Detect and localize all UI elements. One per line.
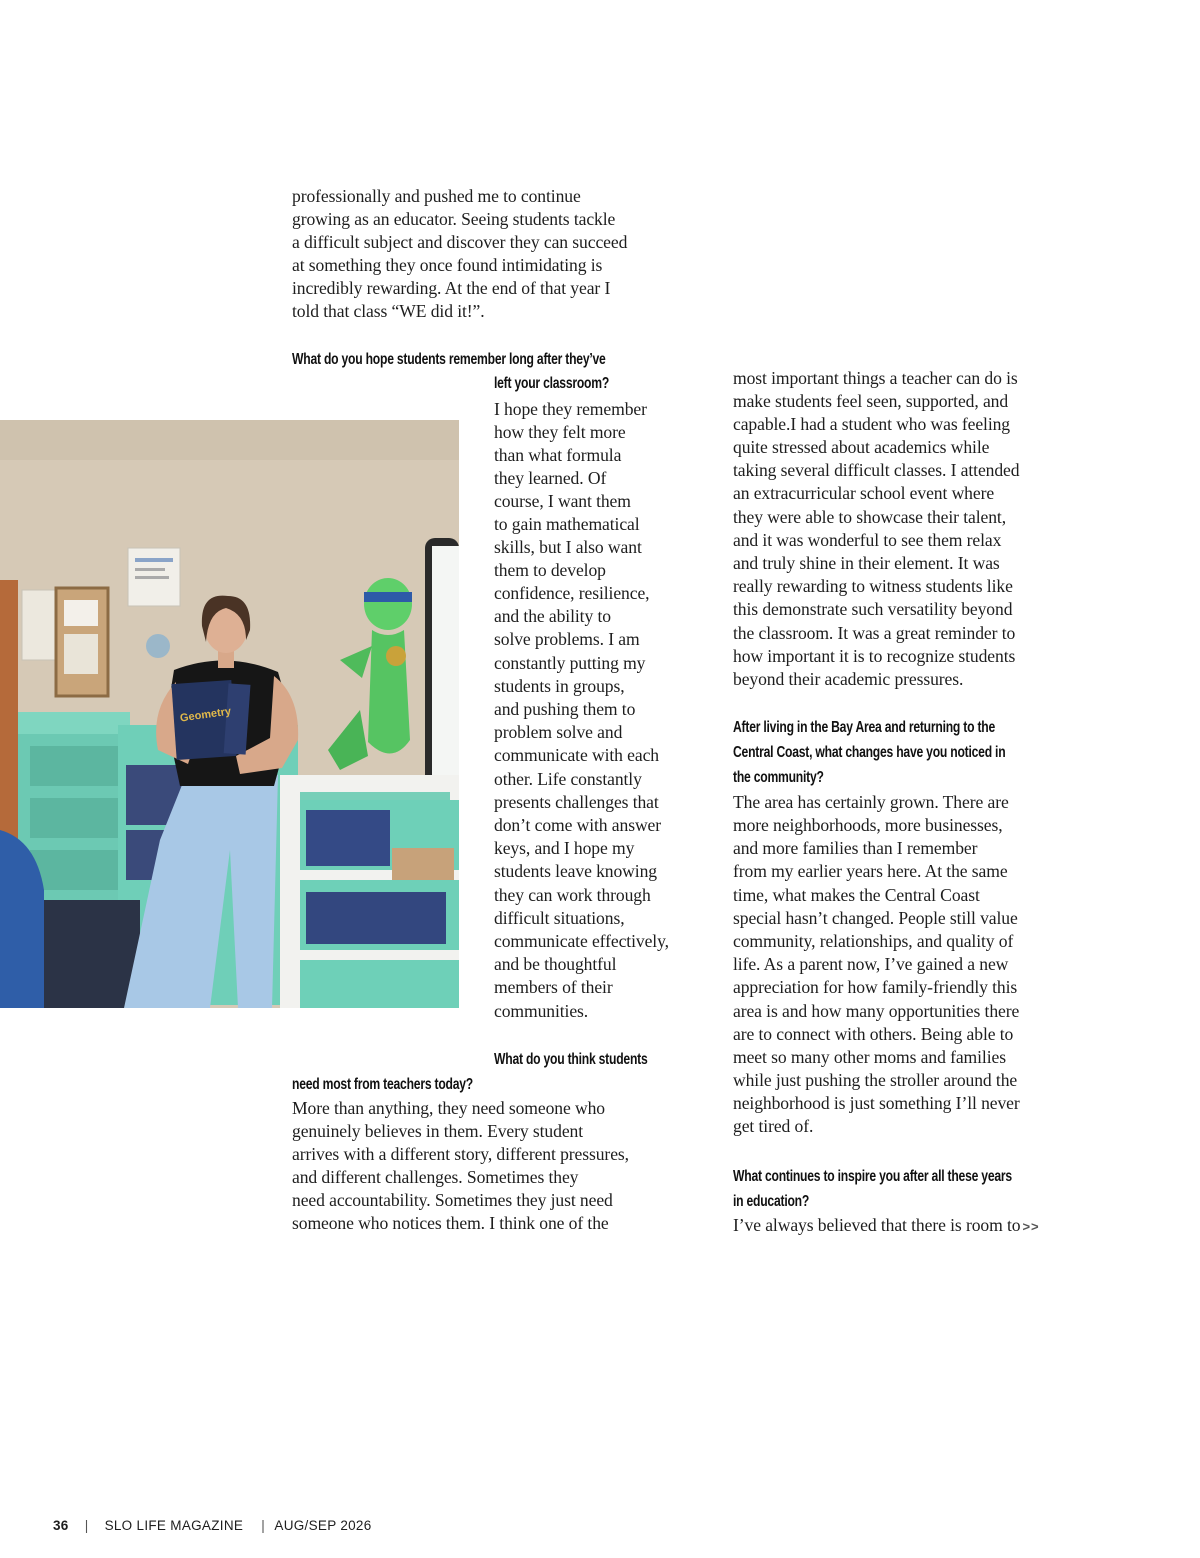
text-line: neighborhood is just something I’ll never [733,1093,1020,1113]
text-line: solve problems. I am [494,629,640,649]
text-line: someone who notices them. I think one of the [292,1213,609,1233]
text-line: they learned. Of [494,468,607,488]
answer-4-line [733,1214,1040,1238]
text-line: other. Life constantly [494,769,642,789]
text-line: to gain mathematical [494,514,640,534]
text-line: time, what makes the Central Coast [733,885,980,905]
text-line: course, I want them [494,491,631,511]
text-line: they were able to showcase their talent, [733,507,1006,527]
text-line: told that class “WE did it!”. [292,301,485,321]
text-line: The area has certainly grown. There are [733,792,1009,812]
text-line: taking several difficult classes. I attended [733,460,1020,480]
text-line: meet so many other moms and families [733,1047,1006,1067]
text-line: genuinely believes in them. Every student [292,1121,584,1141]
text-line: special hasn’t changed. People still value [733,908,1018,928]
text-line: life. As a parent now, I’ve gained a new [733,954,1009,974]
text-line: make students feel seen, supported, and [733,391,1009,411]
question-line: What do you think students [494,1051,648,1068]
text-line: the classroom. It was a great reminder to [733,623,1016,643]
continue-arrow-icon: >> [1022,1219,1040,1234]
text-line: while just pushing the stroller around the [733,1070,1018,1090]
text-line: problem solve and [494,722,623,742]
text-line: keys, and I hope my [494,838,635,858]
text-line: them to develop [494,560,606,580]
text-line: and be thoughtful [494,954,617,974]
text-line: quite stressed about academics while [733,437,990,457]
issue-date: AUG/SEP 2026 [274,1518,372,1533]
text-line: I hope they remember [494,399,647,419]
text-line: appreciation for how family-friendly this [733,977,1018,997]
text-line: area is and how many opportunities there [733,1001,1020,1021]
text-line: skills, but I also want [494,537,642,557]
question-line: left your classroom? [494,375,610,392]
teacher-classroom-photo [0,420,459,1008]
text-line: communicate effectively, [494,931,669,951]
text-line: at something they once found intimidating is [292,255,603,275]
question-line: the community? [733,769,824,786]
text-line: how they felt more [494,422,626,442]
text-line: growing as an educator. Seeing students tackle [292,209,616,229]
text-line: communicate with each [494,745,659,765]
text-line: arrives with a different story, different pressures, [292,1144,629,1164]
footer-separator: | [84,1518,89,1533]
text-line: presents challenges that [494,792,659,812]
text-line: this demonstrate such versatility beyond [733,599,1013,619]
text-line: More than anything, they need someone who [292,1098,606,1118]
text-line: professionally and pushed me to continue [292,186,581,206]
question-line: need most from teachers today? [292,1076,474,1093]
question-line: After living in the Bay Area and returning to the [733,719,996,736]
text-line: communities. [494,1001,589,1021]
book-title: Geometry [179,705,232,725]
question-line: in education? [733,1193,810,1210]
text-line: and it was wonderful to see them relax [733,530,1002,550]
text-line: an extracurricular school event where [733,483,995,503]
text-line: confidence, resilience, [494,583,650,603]
text-line: and different challenges. Sometimes they [292,1167,579,1187]
text-line: and more families than I remember [733,838,978,858]
text-line: capable.I had a student who was feeling [733,414,1011,434]
text-line: how important it is to recognize students [733,646,1016,666]
question-line: What continues to inspire you after all these years [733,1168,1012,1185]
text-line: students leave knowing [494,861,657,881]
text-line: beyond their academic pressures. [733,669,964,689]
text-line: don’t come with answer [494,815,662,835]
text-line: a difficult subject and discover they can succeed [292,232,628,252]
page-number: 36 [53,1518,69,1533]
text-line: community, relationships, and quality of [733,931,1014,951]
text-line: and the ability to [494,606,611,626]
text-line: they can work through [494,885,651,905]
text-line: and truly shine in their element. It was [733,553,1000,573]
question-line: Central Coast, what changes have you noticed in [733,744,1006,761]
text-line: difficult situations, [494,908,625,928]
text-line: get tired of. [733,1116,814,1136]
text-line: need accountability. Sometimes they just need [292,1190,613,1210]
text-line: members of their [494,977,613,997]
question-line: What do you hope students remember long after they’ve [292,351,606,368]
text-line: most important things a teacher can do is [733,368,1018,388]
text-line: incredibly rewarding. At the end of that year I [292,278,611,298]
text-line: than what formula [494,445,622,465]
text-line: students in groups, [494,676,625,696]
text-line: from my earlier years here. At the same [733,861,1008,881]
text-line: really rewarding to witness students like [733,576,1013,596]
page-footer [53,1518,372,1533]
text-line: I’ve always believed that there is room to [733,1215,1021,1235]
text-line: and pushing them to [494,699,636,719]
text-line: more neighborhoods, more businesses, [733,815,1003,835]
text-line: are to connect with others. Being able to [733,1024,1014,1044]
text-line: constantly putting my [494,653,646,673]
magazine-name: SLO LIFE MAGAZINE [104,1518,244,1533]
footer-separator: | [261,1518,266,1533]
